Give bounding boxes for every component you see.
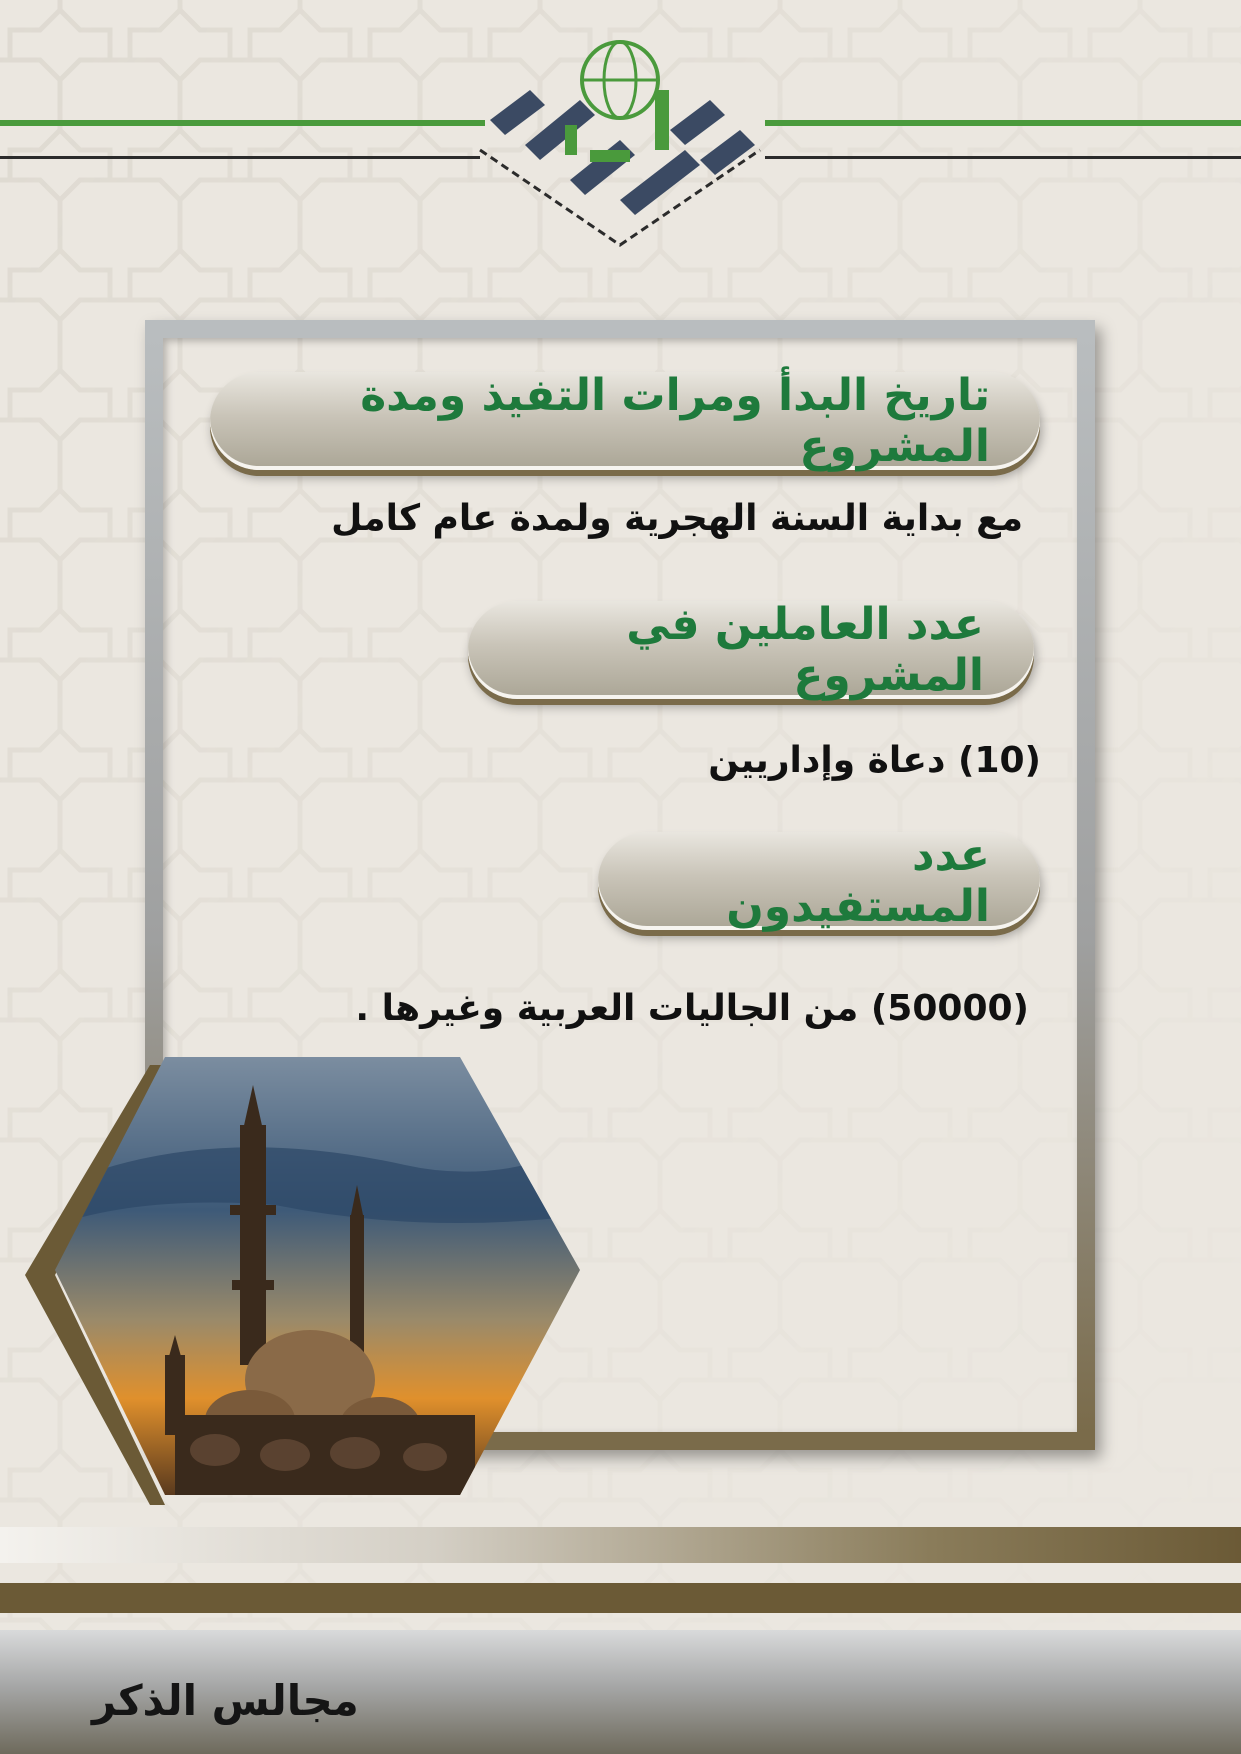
section-heading-text: عدد العاملين في المشروع	[626, 599, 984, 701]
footer-title: مجالس الذكر	[92, 1676, 359, 1725]
band-brown-middle	[0, 1583, 1241, 1613]
header-line-green-right	[765, 120, 1241, 126]
section-text-start-date: مع بداية السنة الهجرية ولمدة عام كامل	[331, 498, 1023, 539]
mosque-image	[25, 1055, 585, 1510]
section-heading-text: تاريخ البدأ ومرات التفيذ ومدة المشروع	[360, 370, 990, 472]
logo-mark	[470, 20, 770, 250]
section-heading-workers	[468, 601, 1034, 699]
header-line-green-left	[0, 120, 485, 126]
section-text-workers: (10) دعاة وإداريين	[708, 740, 1041, 781]
header-line-dark-left	[0, 156, 480, 159]
section-heading-start-date	[210, 372, 1040, 470]
header-line-dark-right	[765, 156, 1241, 159]
band-gradient-top	[0, 1527, 1241, 1563]
section-text-beneficiaries: (50000) من الجاليات العربية وغيرها .	[355, 988, 1029, 1029]
section-heading-text: عدد المستفيدون	[726, 830, 990, 932]
section-heading-beneficiaries	[598, 832, 1040, 930]
